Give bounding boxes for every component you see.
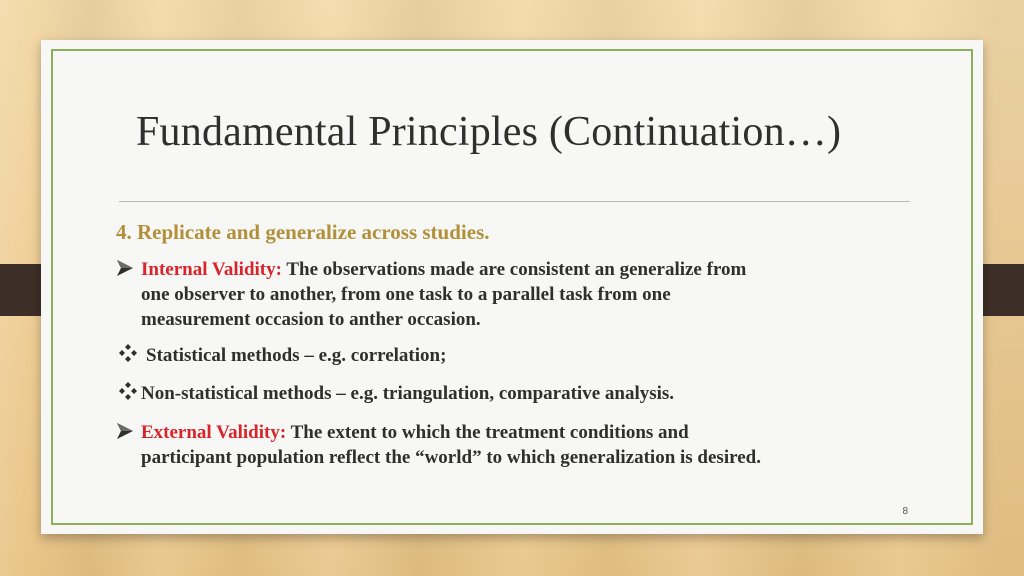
internal-validity-line-2: one observer to another, from one task to a parallel task from one [141,284,671,305]
diamond-bullet-icon [118,381,138,406]
non-statistical-methods: Non-statistical methods – e.g. triangulation, comparative analysis. [141,383,675,404]
page-number: 8 [902,506,908,517]
statistical-methods: Statistical methods – e.g. correlation; [146,345,447,366]
subheading: 4. Replicate and generalize across studies. [116,220,490,244]
external-validity-text-1: The extent to which the treatment conditions and [290,422,689,443]
internal-validity-line-3: measurement occasion to anther occasion. [141,309,481,330]
internal-validity-text-1: The observations made are consistent an generalize from [286,259,747,280]
external-validity-line-1 [141,422,689,444]
internal-validity-line-1 [141,259,746,281]
arrow-bullet-icon [115,257,137,284]
slide-title: Fundamental Principles (Continuation…) [136,109,842,155]
arrow-bullet-icon [115,420,137,447]
external-validity-line-2: participant population reflect the “world” to which generalization is desired. [141,447,761,468]
diamond-bullet-icon [118,343,138,368]
slide-card [41,40,983,534]
external-validity-label: External Validity: [141,422,287,443]
title-divider [119,201,910,202]
internal-validity-label: Internal Validity: [141,259,282,280]
